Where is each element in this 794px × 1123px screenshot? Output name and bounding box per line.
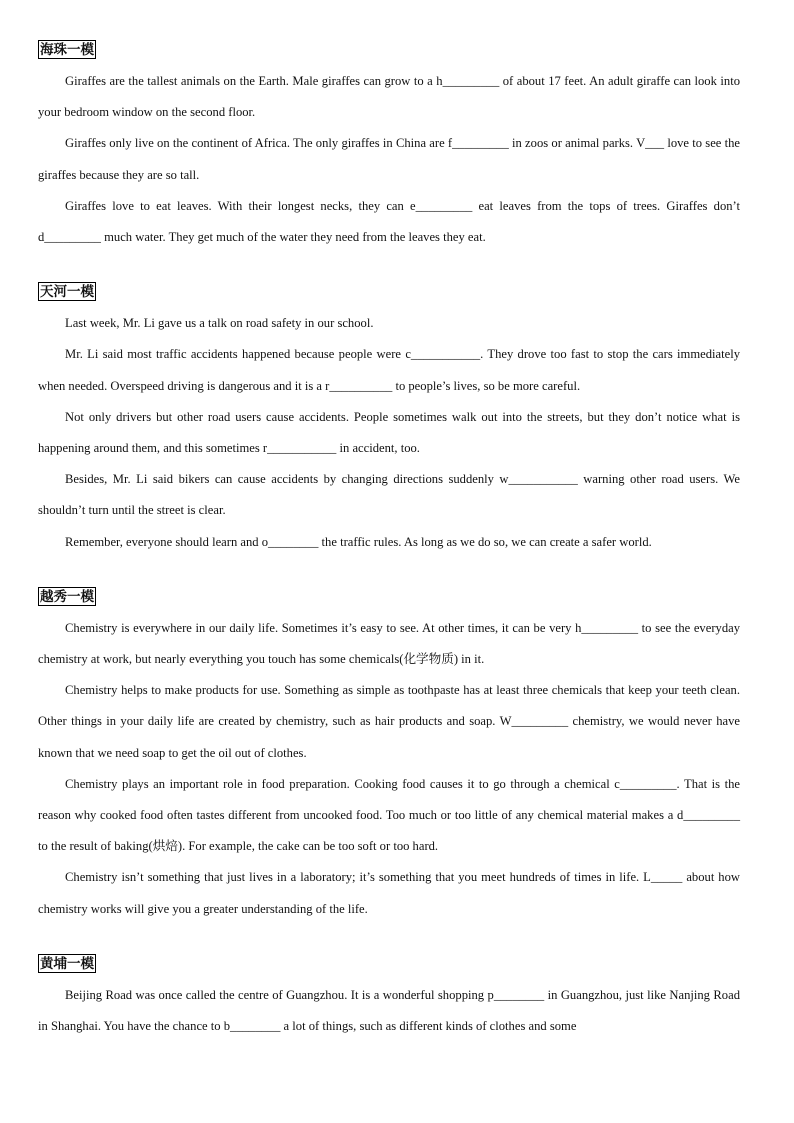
section-heading: 天河一模	[40, 284, 94, 301]
section-heading: 海珠一模	[40, 42, 94, 58]
section-yuexiu	[38, 587, 740, 925]
paragraph: Besides, Mr. Li said bikers can cause accidents by changing directions suddenly w___________ warning other road users. We shouldn’t turn until the street is clear.	[38, 472, 740, 518]
paragraph: Not only drivers but other road users cause accidents. People sometimes walk out into the streets, but they don’t notice what is happening around them, and this sometimes r___________ in accident, too.	[38, 409, 740, 456]
paragraph: Giraffes are the tallest animals on the Earth. Male giraffes can grow to a h_________ of about 17 feet. An adult giraffe can look into your bedroom window on the second floor.	[38, 74, 740, 120]
paragraph: Remember, everyone should learn and o________ the traffic rules. As long as we do so, we can create a safer world.	[65, 534, 652, 549]
paragraph: Mr. Li said most traffic accidents happened because people were c___________. They drove too fast to stop the cars immediately when needed. Overspeed driving is dangerous and it is a r__________ to people’s lives, so be more careful.	[38, 347, 740, 393]
document-page	[38, 40, 740, 1071]
section-heading: 越秀一模	[40, 588, 94, 605]
paragraph: Giraffes love to eat leaves. With their longest necks, they can e_________ eat leaves from the tops of trees. Giraffes don’t d_________ much water. They get much of the water they need from the leaves they eat.	[38, 198, 740, 245]
section-tianhe	[38, 282, 740, 558]
section-heading: 黄埔一模	[40, 955, 94, 972]
paragraph: Giraffes only live on the continent of Africa. The only giraffes in China are f_________ in zoos or animal parks. V___ love to see the giraffes because they are so tall.	[38, 136, 740, 182]
paragraph: Chemistry plays an important role in food preparation. Cooking food causes it to go through a chemical c_________. That is the reason why cooked food often tastes different from uncooked food. Too much or too little of any chemical material makes a d_________ to the result of baking(烘焙). For example, the cake can be too soft or too hard.	[38, 776, 740, 854]
section-haizhu	[38, 40, 740, 253]
section-huangpu	[38, 954, 740, 1042]
paragraph: Chemistry is everywhere in our daily life. Sometimes it’s easy to see. At other times, it can be very h_________ to see the everyday chemistry at work, but nearly everything you touch has some chemicals(化学物质) in it.	[38, 620, 740, 667]
paragraph: Chemistry isn’t something that just lives in a laboratory; it’s something that you meet hundreds of times in life. L_____ about how chemistry works will give you a greater understanding of the life.	[38, 870, 740, 916]
paragraph: Chemistry helps to make products for use. Something as simple as toothpaste has at least three chemicals that keep your teeth clean. Other things in your daily life are created by chemistry, such as hair products and soap. W_________ chemistry, we would never have known that we need soap to get the oil out of clothes.	[38, 683, 740, 760]
paragraph: Last week, Mr. Li gave us a talk on road safety in our school.	[65, 316, 374, 331]
paragraph: Beijing Road was once called the centre of Guangzhou. It is a wonderful shopping p________ in Guangzhou, just like Nanjing Road in Shanghai. You have the chance to b________ a lot of things, such as different kinds of clothes and some	[38, 987, 740, 1034]
